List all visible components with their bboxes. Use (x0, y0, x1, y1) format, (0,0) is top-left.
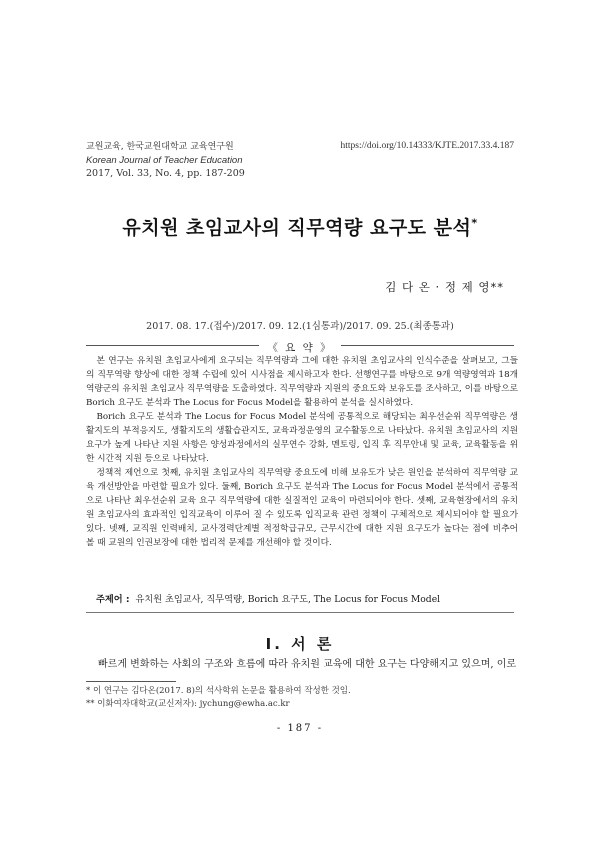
abstract-heading (0, 336, 600, 355)
abstract-heading-text: 《 요 약 》 (259, 342, 340, 354)
section-heading: Ⅰ. 서 론 (265, 635, 335, 653)
abstract-body (86, 354, 518, 550)
abstract-paragraph: 정책적 제언으로 첫째, 유치원 초임교사의 직무역량 중요도에 비해 보유도가 낮은 원인을 분석하여 직무역량 교육 개선방안을 마련할 필요가 있다. 둘째, Borich 요구도 분석과 The Locus for Focus Model 분석에서 공통적으로 나타난 최우선순위 교육 요구 직무역량에 대한 실질적인 교육이 마련되어야 한다. 셋째, 교육현장에서의 유치원 초임교사의 효과적인 입직교육이 이루어 질 수 있도록 입직교육 관련 정책이 구체적으로 제시되어야 할 필요가 있다. 넷째, 교직원 인력배치, 교사경력단계별 적정학급규모, 근무시간에 대한 지원 요구도가 높다는 점에 비추어 볼 때 교원의 인권보장에 대한 법리적 문제를 개선해야 할 것이다. (86, 468, 518, 548)
title-footnote-mark: * (471, 216, 478, 230)
abstract-paragraph: Borich 요구도 분석과 The Locus for Focus Model 분석에 공통적으로 해당되는 최우선순위 직무역량은 생활지도의 부적응지도, 생활지도의 생활습관지도, 교육과정운영의 교수활동으로 나타났다. 유치원 초임교사의 지원요구가 높게 나타난 지원 사항은 양성과정에서의 실무연수 강화, 멘토링, 입직 후 직무안내 및 교육, 교육활동을 위한 시간적 지원 등으로 나타났다. (86, 412, 518, 464)
footnote-2: ** 이화여자대학교(교신저자): jychung@ewha.ac.kr (86, 699, 290, 709)
title-text: 유치원 초임교사의 직무역량 요구도 분석 (122, 217, 472, 239)
page-number: - 187 - (276, 723, 324, 734)
keywords-line (86, 593, 518, 607)
doi-link[interactable]: https://doi.org/10.14333/KJTE.2017.33.4.187 (340, 141, 514, 151)
volume-line: 2017, Vol. 33, No. 4, pp. 187-209 (86, 168, 245, 179)
author-line: 김 다 온 · 정 제 영** (385, 280, 504, 294)
keywords-label: 주제어 : (96, 594, 130, 605)
review-dates: 2017. 08. 17.(접수)/2017. 09. 12.(1심통과)/2017. 09. 25.(최종통과) (146, 321, 454, 332)
footnote-1: * 이 연구는 김다온(2017. 8)의 석사학위 논문을 활용하여 작성한 것임. (86, 686, 351, 696)
paper-title (0, 213, 600, 240)
keywords-text: 유치원 초임교사, 직무역량, Borich 요구도, The Locus for Focus Model (135, 594, 441, 605)
abstract-paragraph: 본 연구는 유치원 초임교사에게 요구되는 직무역량과 그에 대한 유치원 초임교사의 인식수준을 살펴보고, 그들의 직무역량 향상에 대한 정책 수립에 있어 시사점을 제시하고자 한다. 선행연구를 바탕으로 9개 역량영역과 18개 역량군의 유치원 초임교사 직무역량을 도출하였다. 직무역량과 지원의 중요도와 보유도를 조사하고, 이를 바탕으로 Borich 요구도 분석과 The Locus for Focus Model을 활용하여 분석을 실시하였다. (86, 356, 518, 408)
intro-paragraph: 빠르게 변화하는 사회의 구조와 흐름에 따라 유치원 교육에 대한 요구는 다양해지고 있으며, 이로 (98, 659, 517, 670)
footnote-divider (86, 681, 176, 682)
institution-line: 교원교육, 한국교원대학교 교육연구원 (86, 142, 234, 152)
keywords-divider (86, 612, 514, 613)
footnotes (86, 685, 351, 711)
journal-header (86, 141, 245, 180)
journal-name: Korean Journal of Teacher Education (86, 155, 243, 166)
